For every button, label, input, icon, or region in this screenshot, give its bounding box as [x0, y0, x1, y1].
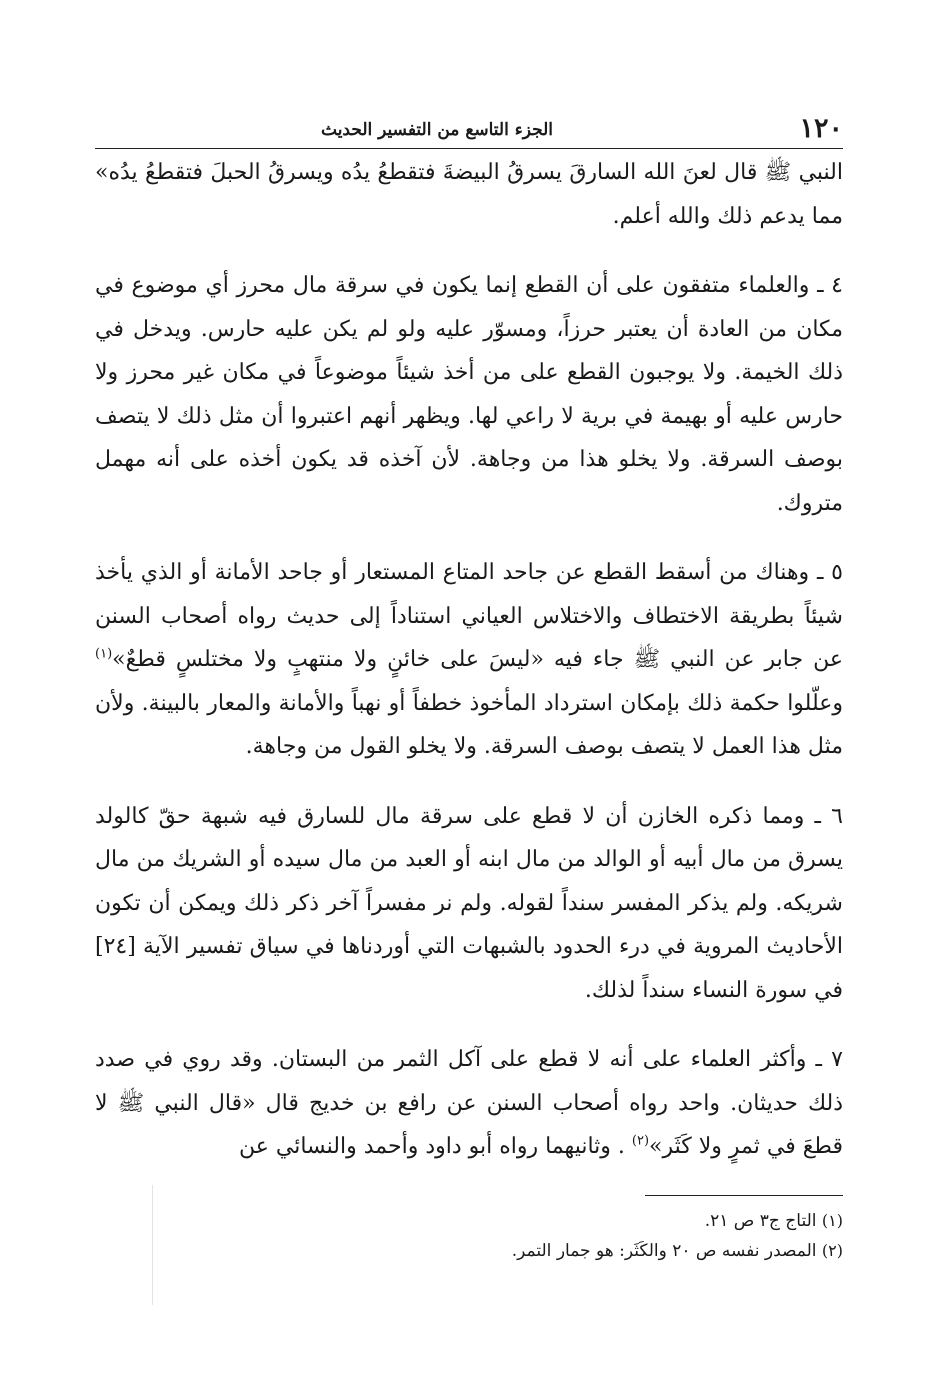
footnote-1 [95, 1206, 843, 1236]
paragraph-7 [95, 1038, 843, 1169]
footnote-ref-2[interactable]: (٢) [631, 1133, 650, 1149]
paragraph-4: ٤ ـ والعلماء متفقون على أن القطع إنما يكون في سرقة مال محرز أي موضوع في مكان من العادة أن يعتبر حرزاً، ومسوّر عليه ولو لم يكن عليه حارس. ويدخل في ذلك الخيمة. ولا يوجبون القطع على من أخذ شيئاً موضوعاً في مكان غير محرز ولا حارس عليه أو بهيمة في برية لا راعي لها. ويظهر أنهم اعتبروا أن مثل ذلك لا يتصف بوصف السرقة. ولا يخلو هذا من وجاهة. لأن آخذه قد يكون أخذه على أنه مهمل متروك. [95, 273, 843, 516]
footnote-divider [645, 1195, 843, 1196]
footnote-marker: (٢) [821, 1240, 843, 1260]
paragraph-7-text-a: ٧ ـ وأكثر العلماء على أنه لا قطع على آكل الثمر من البستان. وقد روي في صدد ذلك حديثان. واحد رواه أصحاب السنن عن رافع بن خديج قال «قال النبي ﷺ لا قطعَ في ثمرٍ ولا كَثَر» [95, 1047, 843, 1159]
footnote-text: التاج ج٣ ص ٢١. [704, 1210, 817, 1231]
book-page [95, 108, 843, 1266]
page-number: ١٢٠ [799, 113, 843, 144]
paragraph-6: ٦ ـ ومما ذكره الخازن أن لا قطع على سرقة مال للسارق فيه شبهة حقّ كالولد يسرق من مال أبيه أو الوالد من مال ابنه أو العبد من مال سيده أو الشريك من مال شريكه. ولم يذكر المفسر سنداً لقوله. ولم نر مفسراً آخر ذكر ذلك ويمكن أن تكون الأحاديث المروية في درء الحدود بالشبهات التي أوردناها في سياق تفسير الآية [٢٤] في سورة النساء سنداً لذلك. [95, 803, 843, 1003]
footnote-ref-1[interactable]: (١) [95, 646, 113, 662]
scan-artifact-line [152, 1185, 153, 1305]
paragraph-5-text-b: وعلّلوا حكمة ذلك بإمكان استرداد المأخوذ خطفاً أو نهباً والأمانة والمعار بالبينة. ولأن مثل هذا العمل لا يتصف بوصف السرقة. ولا يخلو القول من وجاهة. [95, 690, 843, 759]
paragraph-7-text-b: . وثانيهما رواه أبو داود وأحمد والنسائي عن [239, 1134, 632, 1159]
footnotes [95, 1206, 843, 1266]
running-header [95, 108, 843, 149]
body-text [95, 151, 843, 1169]
paragraph-5-text-a: ٥ ـ وهناك من أسقط القطع عن جاحد المتاع المستعار أو جاحد الأمانة أو الذي يأخذ شيئاً بطريقة الاختطاف والاختلاس العياني استناداً إلى حديث رواه أصحاب السنن عن جابر عن النبي ﷺ جاء فيه «ليسَ على خائنٍ ولا منتهبٍ ولا مختلسٍ قطعٌ» [95, 560, 843, 672]
footnote-text: المصدر نفسه ص ٢٠ والكَثَر: هو جمار التمر. [511, 1240, 817, 1261]
footnote-marker: (١) [821, 1210, 843, 1230]
paragraph-5 [95, 551, 843, 769]
footnote-2 [95, 1236, 843, 1266]
paragraph-continuation: النبي ﷺ قال لعنَ الله السارقَ يسرقُ البيضةَ فتقطعُ يدُه ويسرقُ الحبلَ فتقطعُ يدُه» مما يدعم ذلك والله أعلم. [95, 160, 843, 229]
header-title: الجزء التاسع من التفسير الحديث [321, 120, 554, 140]
